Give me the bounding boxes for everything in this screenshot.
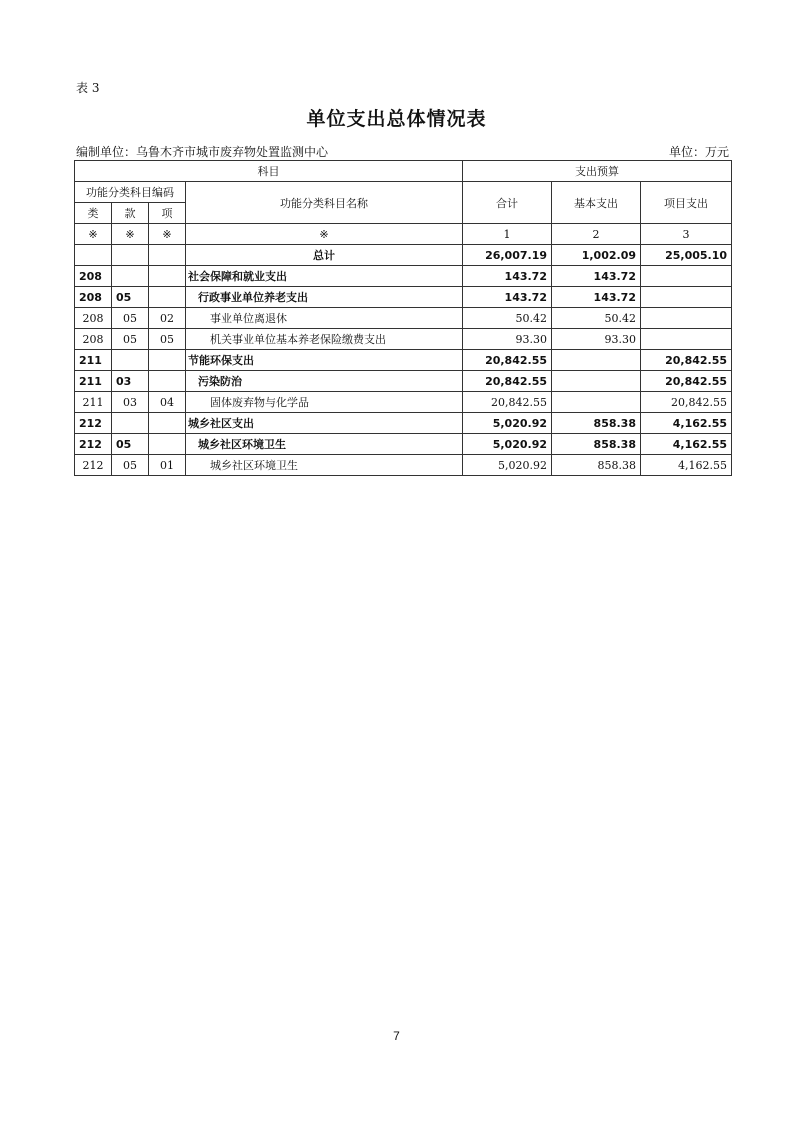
- table-row-total: [75, 245, 732, 266]
- table-row: [75, 287, 732, 308]
- header-xiang: 项: [149, 203, 186, 224]
- cell-lei: 212: [75, 455, 112, 476]
- cell-xiang: 04: [149, 392, 186, 413]
- cell-basic: [552, 350, 641, 371]
- header-row-1: [75, 161, 732, 182]
- cell-total: 20,842.55: [463, 371, 552, 392]
- page-title: 单位支出总体情况表: [306, 108, 487, 130]
- table-row: [75, 266, 732, 287]
- cell-xiang: [149, 350, 186, 371]
- cell-kuan: 05: [112, 434, 149, 455]
- cell-project: [641, 266, 732, 287]
- cell-name: 社会保障和就业支出: [186, 266, 463, 287]
- header-col-1: 1: [463, 224, 552, 245]
- cell-basic: 858.38: [552, 413, 641, 434]
- cell-kuan: 03: [112, 371, 149, 392]
- cell-project: 4,162.55: [641, 455, 732, 476]
- cell-basic: 93.30: [552, 329, 641, 350]
- cell-name: 行政事业单位养老支出: [186, 287, 463, 308]
- cell-kuan: [112, 266, 149, 287]
- cell-lei: 208: [75, 266, 112, 287]
- page-number: 7: [393, 1029, 400, 1043]
- cell-xiang: [149, 413, 186, 434]
- cell-project: 20,842.55: [641, 371, 732, 392]
- cell-kuan: [112, 350, 149, 371]
- cell-project: 25,005.10: [641, 245, 732, 266]
- cell-kuan: [112, 245, 149, 266]
- cell-project: 4,162.55: [641, 413, 732, 434]
- cell-total: 5,020.92: [463, 434, 552, 455]
- cell-lei: 211: [75, 392, 112, 413]
- organization-label: 编制单位：乌鲁木齐市城市废弃物处置监测中心: [76, 145, 329, 159]
- table-row: [75, 308, 732, 329]
- table-row: [75, 350, 732, 371]
- header-project: 项目支出: [641, 182, 732, 224]
- table-row: [75, 413, 732, 434]
- cell-name: 机关事业单位基本养老保险缴费支出: [186, 329, 463, 350]
- cell-xiang: 02: [149, 308, 186, 329]
- cell-kuan: 05: [112, 329, 149, 350]
- cell-total: 5,020.92: [463, 413, 552, 434]
- header-col-2: 2: [552, 224, 641, 245]
- header-lei: 类: [75, 203, 112, 224]
- cell-kuan: 05: [112, 455, 149, 476]
- cell-total: 5,020.92: [463, 455, 552, 476]
- cell-name: 城乡社区环境卫生: [186, 434, 463, 455]
- cell-project: [641, 287, 732, 308]
- header-code-group: 功能分类科目编码: [75, 182, 186, 203]
- cell-name: 节能环保支出: [186, 350, 463, 371]
- cell-xiang: [149, 287, 186, 308]
- cell-lei: [75, 245, 112, 266]
- expenditure-table: [74, 160, 732, 476]
- header-kuan: 款: [112, 203, 149, 224]
- cell-project: [641, 329, 732, 350]
- cell-basic: 858.38: [552, 434, 641, 455]
- header-row-2: [75, 182, 732, 203]
- header-col-3: 3: [641, 224, 732, 245]
- cell-kuan: 03: [112, 392, 149, 413]
- cell-lei: 208: [75, 287, 112, 308]
- cell-total: 26,007.19: [463, 245, 552, 266]
- cell-project: 4,162.55: [641, 434, 732, 455]
- header-mark-kuan: ※: [112, 224, 149, 245]
- table-row: [75, 392, 732, 413]
- header-name: 功能分类科目名称: [186, 182, 463, 224]
- cell-kuan: 05: [112, 308, 149, 329]
- cell-lei: 208: [75, 308, 112, 329]
- cell-total: 93.30: [463, 329, 552, 350]
- table-row: [75, 455, 732, 476]
- unit-label: 单位：万元: [668, 145, 729, 159]
- cell-basic: [552, 392, 641, 413]
- cell-basic: 143.72: [552, 287, 641, 308]
- cell-xiang: [149, 266, 186, 287]
- cell-lei: 212: [75, 434, 112, 455]
- cell-lei: 212: [75, 413, 112, 434]
- cell-total: 143.72: [463, 287, 552, 308]
- header-row-4: [75, 224, 732, 245]
- cell-xiang: [149, 371, 186, 392]
- cell-project: 20,842.55: [641, 392, 732, 413]
- cell-kuan: [112, 413, 149, 434]
- cell-kuan: 05: [112, 287, 149, 308]
- cell-name: 固体废弃物与化学品: [186, 392, 463, 413]
- table-row: [75, 434, 732, 455]
- cell-total: 20,842.55: [463, 392, 552, 413]
- cell-xiang: 01: [149, 455, 186, 476]
- cell-lei: 211: [75, 371, 112, 392]
- cell-total: 50.42: [463, 308, 552, 329]
- cell-total: 20,842.55: [463, 350, 552, 371]
- header-mark-lei: ※: [75, 224, 112, 245]
- cell-name: 总计: [186, 245, 463, 266]
- cell-name: 事业单位离退休: [186, 308, 463, 329]
- cell-lei: 211: [75, 350, 112, 371]
- cell-basic: 1,002.09: [552, 245, 641, 266]
- header-subject: 科目: [75, 161, 463, 182]
- table-row: [75, 329, 732, 350]
- cell-total: 143.72: [463, 266, 552, 287]
- cell-basic: 50.42: [552, 308, 641, 329]
- cell-name: 污染防治: [186, 371, 463, 392]
- header-mark-name: ※: [186, 224, 463, 245]
- cell-lei: 208: [75, 329, 112, 350]
- cell-project: [641, 308, 732, 329]
- header-basic: 基本支出: [552, 182, 641, 224]
- cell-basic: [552, 371, 641, 392]
- cell-name: 城乡社区支出: [186, 413, 463, 434]
- cell-basic: 143.72: [552, 266, 641, 287]
- table-label: 表 3: [76, 81, 100, 95]
- cell-name: 城乡社区环境卫生: [186, 455, 463, 476]
- cell-xiang: [149, 434, 186, 455]
- cell-xiang: [149, 245, 186, 266]
- cell-project: 20,842.55: [641, 350, 732, 371]
- header-budget: 支出预算: [463, 161, 732, 182]
- cell-basic: 858.38: [552, 455, 641, 476]
- cell-xiang: 05: [149, 329, 186, 350]
- header-mark-xiang: ※: [149, 224, 186, 245]
- table-row: [75, 371, 732, 392]
- header-total: 合计: [463, 182, 552, 224]
